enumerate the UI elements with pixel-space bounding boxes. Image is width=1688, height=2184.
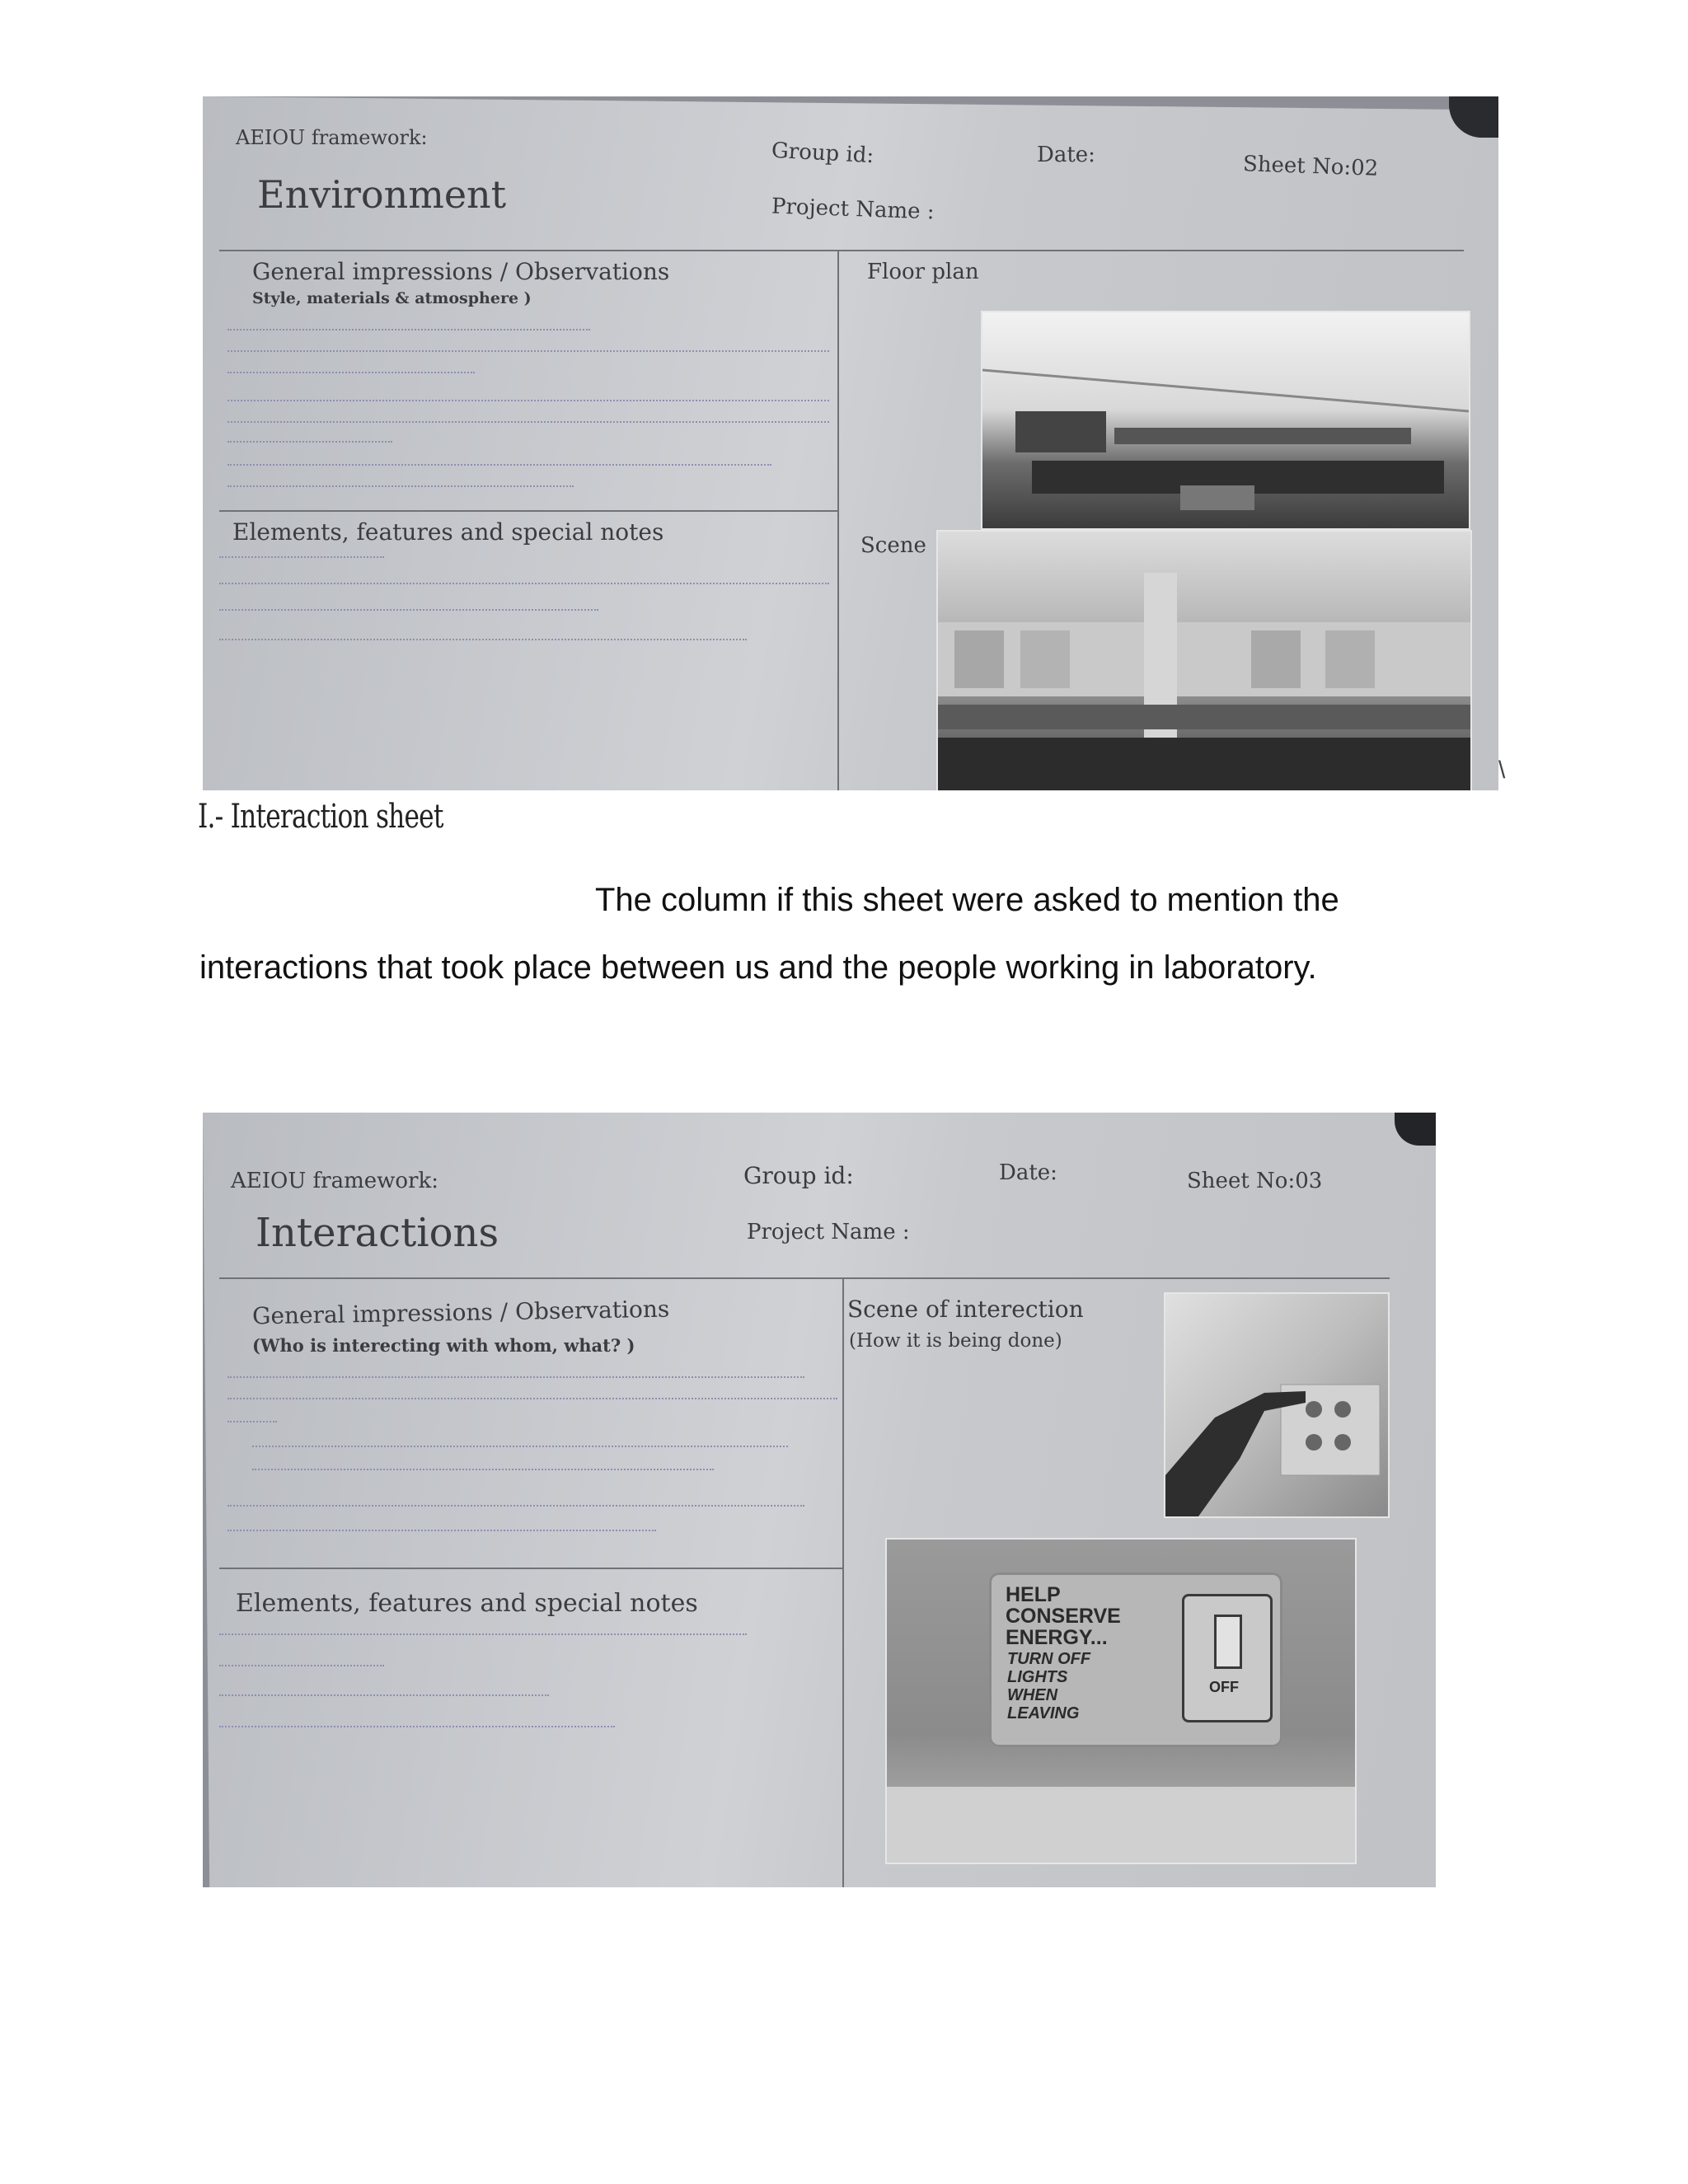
handwritten-note-line — [219, 556, 384, 558]
lab-photo-graphic — [982, 312, 1469, 528]
group-id-label: Group id: — [743, 1162, 854, 1189]
light-switch-icon — [1182, 1594, 1273, 1722]
header-divider — [219, 250, 1464, 251]
handwritten-note-line — [219, 1726, 615, 1727]
sign-text: LIGHTS — [1007, 1668, 1068, 1686]
framework-label: AEIOU framework: — [236, 126, 428, 149]
handwritten-note-line — [219, 1633, 747, 1635]
switch-off-label: OFF — [1209, 1679, 1239, 1695]
switch-press-photo — [1164, 1292, 1390, 1518]
handwritten-note-line — [227, 464, 771, 466]
paragraph-line-2: interactions that took place between us and the people working in laboratory. — [199, 949, 1317, 986]
handwritten-note-line — [227, 1376, 804, 1378]
sign-text: WHEN — [1007, 1686, 1058, 1704]
shelf-below-sign — [887, 1787, 1355, 1863]
handwritten-note-line — [219, 639, 747, 640]
scene-subheading: (How it is being done) — [849, 1330, 1062, 1352]
lab-scene-photo — [936, 530, 1472, 790]
sign-text: HELP — [1006, 1583, 1061, 1606]
elements-heading: Elements, features and special notes — [232, 518, 664, 546]
handwritten-note-line — [227, 350, 829, 352]
handwritten-note-line — [227, 1530, 656, 1531]
general-impressions-subheading: Style, materials & atmosphere ) — [252, 289, 532, 307]
scene-label: Scene — [860, 533, 926, 558]
handwritten-note-line — [227, 1421, 277, 1422]
interactions-sheet-photo — [203, 1113, 1436, 1887]
handwritten-note-line — [227, 441, 392, 443]
paragraph-line-1: The column if this sheet were asked to mention the — [595, 882, 1339, 918]
handwritten-note-line — [219, 1694, 549, 1696]
framework-label: AEIOU framework: — [231, 1169, 438, 1193]
handwritten-note-line — [227, 329, 590, 330]
sheet-title: Interactions — [256, 1210, 499, 1256]
project-name-label: Project Name : — [747, 1220, 910, 1244]
handwritten-note-line — [227, 1505, 804, 1507]
handwritten-note-line — [252, 1446, 788, 1447]
sign-text: ENERGY... — [1006, 1626, 1108, 1649]
general-impressions-heading: General impressions / Observations — [251, 1295, 670, 1330]
lab-floor-photo — [981, 311, 1470, 530]
handwritten-note-line — [227, 400, 829, 401]
handwritten-note-line — [219, 609, 598, 611]
handwritten-note-line — [252, 1469, 714, 1470]
date-label: Date: — [1037, 143, 1095, 167]
general-impressions-subheading: (Who is interecting with whom, what? ) — [252, 1335, 635, 1356]
energy-sign-photo — [885, 1538, 1357, 1864]
elements-heading: Elements, features and special notes — [236, 1589, 698, 1618]
sign-text: CONSERVE — [1006, 1605, 1121, 1628]
sign-text: TURN OFF — [1007, 1650, 1091, 1668]
energy-sign — [989, 1572, 1282, 1747]
section-caption: I.- Interaction sheet — [198, 798, 443, 836]
scene-heading: Scene of interection — [847, 1296, 1084, 1323]
stray-mark: \ — [1498, 757, 1506, 784]
project-name-label: Project Name : — [771, 194, 935, 225]
lab-scene-graphic — [938, 532, 1470, 790]
floor-plan-label: Floor plan — [867, 260, 979, 284]
group-id-label: Group id: — [771, 138, 874, 169]
handwritten-note-line — [219, 1665, 384, 1666]
hand-switch-graphic — [1165, 1294, 1388, 1516]
handwritten-note-line — [227, 485, 574, 487]
date-label: Date: — [999, 1160, 1057, 1185]
sheet-number: Sheet No:03 — [1187, 1169, 1323, 1193]
general-impressions-heading: General impressions / Observations — [252, 258, 670, 285]
sheet-title: Environment — [257, 172, 507, 217]
center-divider — [837, 250, 839, 790]
header-divider — [219, 1277, 1390, 1279]
section-divider — [219, 1568, 842, 1569]
handwritten-note-line — [227, 372, 475, 373]
handwritten-note-line — [227, 421, 829, 423]
center-divider — [842, 1277, 844, 1887]
handwritten-note-line — [219, 583, 829, 584]
section-divider — [219, 510, 837, 512]
sign-text: LEAVING — [1007, 1704, 1080, 1722]
handwritten-note-line — [227, 1398, 837, 1399]
sheet-number: Sheet No:02 — [1242, 152, 1379, 181]
environment-sheet-photo — [203, 96, 1498, 790]
